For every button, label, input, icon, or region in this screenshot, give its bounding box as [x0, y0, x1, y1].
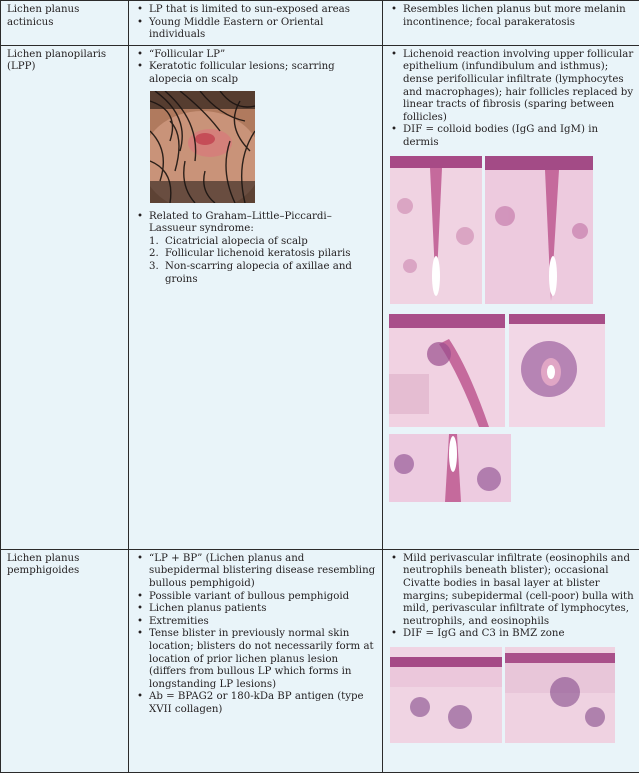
entity-name: Lichen planus actinicus [1, 1, 128, 32]
list-item: • Ab = BPAG2 or 180-kDa BP antigen (type XVII collagen) [135, 691, 376, 716]
list-item: • Tense blister in previously normal skin location; blisters do not necessarily form at location of prior lichen planus lesion (differs from bullous LP which forms in longstanding LP lesions) [135, 628, 376, 691]
histology-image [509, 314, 605, 427]
histology-cell [383, 45, 639, 549]
entity-cell [1, 549, 129, 772]
list-item: • Lichenoid reaction involving upper follicular epithelium (infundibulum and isthmus); dense perifollicular infiltrate (lymphocytes and macrophages); hair follicles replaced by linear tracts of fibrosis (sparing between follicles) [389, 49, 634, 125]
list-item: 3. Non-scarring alopecia of axillae and groins [149, 261, 376, 286]
histology-cell [383, 1, 639, 46]
table-row [1, 1, 639, 46]
histology-image [505, 647, 615, 743]
list-item: • Lichen planus patients [135, 603, 376, 616]
entity-name: Lichen planus pemphigoides [1, 550, 128, 581]
list-item: • Extremities [135, 616, 376, 629]
list-item: • Young Middle Eastern or Oriental individuals [135, 17, 376, 42]
list-item: • Resembles lichen planus but more melanin incontinence; focal parakeratosis [389, 4, 634, 29]
clinical-cell [129, 45, 383, 549]
list-item: 2. Follicular lichenoid keratosis pilaris [149, 248, 376, 261]
list-item: 1. Cicatricial alopecia of scalp [149, 236, 376, 249]
clinical-cell [129, 549, 383, 772]
list-item: • Related to Graham–Little–Piccardi–Lassueur syndrome: 1. Cicatricial alopecia of scalp 2. Follicular lichenoid keratosis pilaris 3. Non-scarring alopecia of axillae and groins [135, 211, 376, 287]
list-item: • “Follicular LP” [135, 49, 376, 62]
list-item: • LP that is limited to sun-exposed areas [135, 4, 376, 17]
histology-image [390, 156, 482, 304]
list-item: • Mild perivascular infiltrate (eosinophils and neutrophils beneath blister); occasional Civatte bodies in basal layer at blister margins; subepidermal (cell-poor) bulla with mild, perivascular infiltrate of lymphocytes, neutrophils, and eosinophils [389, 553, 634, 629]
entity-cell [1, 45, 129, 549]
entity-cell [1, 1, 129, 46]
histology-image [390, 647, 502, 743]
entity-name: Lichen planopilaris (LPP) [1, 46, 128, 77]
table-row [1, 45, 639, 549]
histology-image [485, 156, 593, 304]
table-row [1, 549, 639, 772]
list-item: • Possible variant of bullous pemphigoid [135, 591, 376, 604]
clinical-cell [129, 1, 383, 46]
syndrome-list [149, 236, 376, 286]
histology-image [389, 434, 511, 502]
list-item: • DIF = IgG and C3 in BMZ zone [389, 628, 634, 641]
histology-image [389, 314, 505, 427]
histology-cell [383, 549, 639, 772]
list-item: • “LP + BP” (Lichen planus and subepidermal blistering disease resembling bullous pemphigoid) [135, 553, 376, 591]
list-item: • DIF = colloid bodies (IgG and IgM) in dermis [389, 124, 634, 149]
list-item: • Keratotic follicular lesions; scarring alopecia on scalp [135, 61, 376, 86]
scalp-clinical-photo [150, 91, 255, 203]
